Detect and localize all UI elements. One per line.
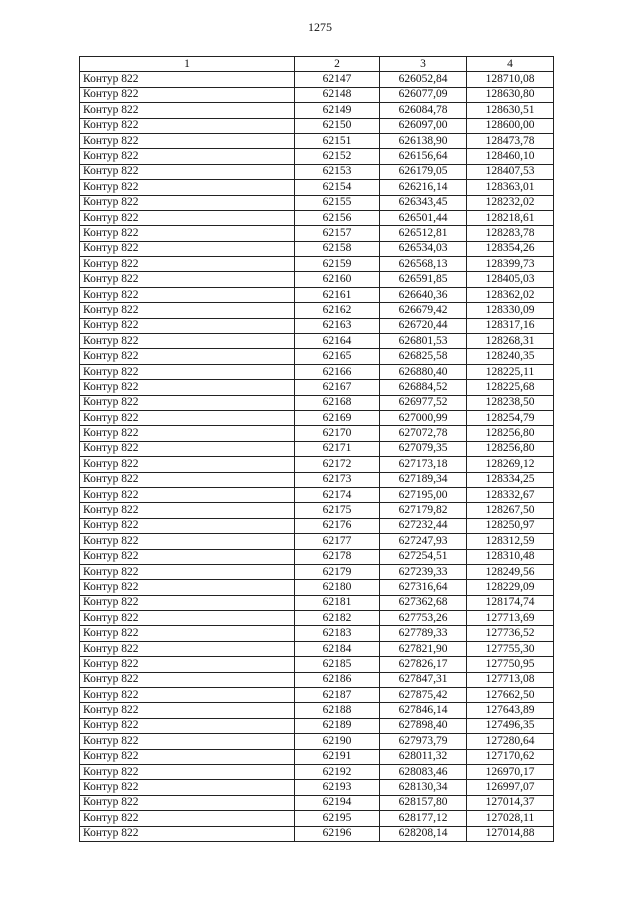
point-number-cell: 62185 — [295, 657, 380, 672]
x-coordinate-cell: 628177,12 — [380, 811, 467, 826]
y-coordinate-cell: 128240,35 — [467, 349, 554, 364]
y-coordinate-cell: 128249,56 — [467, 564, 554, 579]
table-header-row — [80, 57, 554, 72]
point-number-cell: 62150 — [295, 118, 380, 133]
contour-cell: Контур 822 — [80, 364, 295, 379]
point-number-cell: 62173 — [295, 472, 380, 487]
contour-cell: Контур 822 — [80, 611, 295, 626]
point-number-cell: 62159 — [295, 257, 380, 272]
table-row — [80, 318, 554, 333]
point-number-cell: 62181 — [295, 595, 380, 610]
x-coordinate-cell: 626884,52 — [380, 380, 467, 395]
contour-cell: Контур 822 — [80, 72, 295, 87]
contour-cell: Контур 822 — [80, 641, 295, 656]
x-coordinate-cell: 627973,79 — [380, 734, 467, 749]
contour-cell: Контур 822 — [80, 487, 295, 502]
table-row — [80, 334, 554, 349]
point-number-cell: 62196 — [295, 826, 380, 841]
point-number-cell: 62176 — [295, 518, 380, 533]
contour-cell: Контур 822 — [80, 472, 295, 487]
x-coordinate-cell: 628011,32 — [380, 749, 467, 764]
x-coordinate-cell: 627316,64 — [380, 580, 467, 595]
point-number-cell: 62167 — [295, 380, 380, 395]
y-coordinate-cell: 128229,09 — [467, 580, 554, 595]
contour-cell: Контур 822 — [80, 795, 295, 810]
table-row — [80, 534, 554, 549]
y-coordinate-cell: 127496,35 — [467, 718, 554, 733]
y-coordinate-cell: 128310,48 — [467, 549, 554, 564]
contour-cell: Контур 822 — [80, 318, 295, 333]
x-coordinate-cell: 627189,34 — [380, 472, 467, 487]
y-coordinate-cell: 127170,62 — [467, 749, 554, 764]
contour-cell: Контур 822 — [80, 180, 295, 195]
y-coordinate-cell: 128238,50 — [467, 395, 554, 410]
table-row — [80, 703, 554, 718]
x-coordinate-cell: 626052,84 — [380, 72, 467, 87]
point-number-cell: 62187 — [295, 688, 380, 703]
point-number-cell: 62156 — [295, 210, 380, 225]
y-coordinate-cell: 128254,79 — [467, 410, 554, 425]
column-header-4: 4 — [467, 57, 554, 72]
y-coordinate-cell: 128268,31 — [467, 334, 554, 349]
y-coordinate-cell: 128218,61 — [467, 210, 554, 225]
contour-cell: Контур 822 — [80, 441, 295, 456]
y-coordinate-cell: 127713,69 — [467, 611, 554, 626]
point-number-cell: 62162 — [295, 303, 380, 318]
x-coordinate-cell: 626801,53 — [380, 334, 467, 349]
contour-cell: Контур 822 — [80, 703, 295, 718]
contour-cell: Контур 822 — [80, 734, 295, 749]
point-number-cell: 62189 — [295, 718, 380, 733]
table-row — [80, 164, 554, 179]
table-row — [80, 795, 554, 810]
point-number-cell: 62147 — [295, 72, 380, 87]
x-coordinate-cell: 626568,13 — [380, 257, 467, 272]
table-row — [80, 487, 554, 502]
table-row — [80, 611, 554, 626]
x-coordinate-cell: 626084,78 — [380, 103, 467, 118]
table-row — [80, 210, 554, 225]
y-coordinate-cell: 128267,50 — [467, 503, 554, 518]
x-coordinate-cell: 626720,44 — [380, 318, 467, 333]
x-coordinate-cell: 627232,44 — [380, 518, 467, 533]
contour-cell: Контур 822 — [80, 287, 295, 302]
y-coordinate-cell: 128334,25 — [467, 472, 554, 487]
x-coordinate-cell: 627898,40 — [380, 718, 467, 733]
column-header-1: 1 — [80, 57, 295, 72]
table-row — [80, 595, 554, 610]
point-number-cell: 62188 — [295, 703, 380, 718]
x-coordinate-cell: 628208,14 — [380, 826, 467, 841]
point-number-cell: 62161 — [295, 287, 380, 302]
table-row — [80, 657, 554, 672]
contour-cell: Контур 822 — [80, 749, 295, 764]
x-coordinate-cell: 627000,99 — [380, 410, 467, 425]
y-coordinate-cell: 127750,95 — [467, 657, 554, 672]
point-number-cell: 62148 — [295, 87, 380, 102]
x-coordinate-cell: 626501,44 — [380, 210, 467, 225]
table-row — [80, 380, 554, 395]
x-coordinate-cell: 626591,85 — [380, 272, 467, 287]
point-number-cell: 62179 — [295, 564, 380, 579]
contour-cell: Контур 822 — [80, 226, 295, 241]
y-coordinate-cell: 128405,03 — [467, 272, 554, 287]
y-coordinate-cell: 128600,00 — [467, 118, 554, 133]
table-row — [80, 149, 554, 164]
point-number-cell: 62153 — [295, 164, 380, 179]
table-row — [80, 734, 554, 749]
table-row — [80, 410, 554, 425]
contour-cell: Контур 822 — [80, 195, 295, 210]
y-coordinate-cell: 127713,08 — [467, 672, 554, 687]
table-row — [80, 749, 554, 764]
table-row — [80, 241, 554, 256]
table-row — [80, 87, 554, 102]
table-row — [80, 287, 554, 302]
x-coordinate-cell: 627846,14 — [380, 703, 467, 718]
contour-cell: Контур 822 — [80, 210, 295, 225]
x-coordinate-cell: 626216,14 — [380, 180, 467, 195]
contour-cell: Контур 822 — [80, 303, 295, 318]
x-coordinate-cell: 627847,31 — [380, 672, 467, 687]
contour-cell: Контур 822 — [80, 503, 295, 518]
table-row — [80, 764, 554, 779]
point-number-cell: 62192 — [295, 764, 380, 779]
contour-cell: Контур 822 — [80, 334, 295, 349]
y-coordinate-cell: 127280,64 — [467, 734, 554, 749]
table-row — [80, 641, 554, 656]
point-number-cell: 62178 — [295, 549, 380, 564]
contour-cell: Контур 822 — [80, 149, 295, 164]
y-coordinate-cell: 128407,53 — [467, 164, 554, 179]
table-row — [80, 272, 554, 287]
x-coordinate-cell: 627179,82 — [380, 503, 467, 518]
contour-cell: Контур 822 — [80, 564, 295, 579]
contour-cell: Контур 822 — [80, 349, 295, 364]
y-coordinate-cell: 128283,78 — [467, 226, 554, 241]
contour-cell: Контур 822 — [80, 426, 295, 441]
table-row — [80, 518, 554, 533]
x-coordinate-cell: 626880,40 — [380, 364, 467, 379]
table-row — [80, 472, 554, 487]
contour-cell: Контур 822 — [80, 87, 295, 102]
point-number-cell: 62183 — [295, 626, 380, 641]
coordinates-table — [79, 56, 554, 842]
table-row — [80, 195, 554, 210]
table-row — [80, 672, 554, 687]
y-coordinate-cell: 126970,17 — [467, 764, 554, 779]
x-coordinate-cell: 626534,03 — [380, 241, 467, 256]
contour-cell: Контур 822 — [80, 595, 295, 610]
x-coordinate-cell: 627254,51 — [380, 549, 467, 564]
contour-cell: Контур 822 — [80, 534, 295, 549]
point-number-cell: 62149 — [295, 103, 380, 118]
x-coordinate-cell: 627875,42 — [380, 688, 467, 703]
x-coordinate-cell: 627239,33 — [380, 564, 467, 579]
column-header-2: 2 — [295, 57, 380, 72]
point-number-cell: 62152 — [295, 149, 380, 164]
contour-cell: Контур 822 — [80, 241, 295, 256]
y-coordinate-cell: 128473,78 — [467, 133, 554, 148]
point-number-cell: 62190 — [295, 734, 380, 749]
y-coordinate-cell: 127736,52 — [467, 626, 554, 641]
point-number-cell: 62158 — [295, 241, 380, 256]
point-number-cell: 62195 — [295, 811, 380, 826]
table-row — [80, 395, 554, 410]
x-coordinate-cell: 626825,58 — [380, 349, 467, 364]
contour-cell: Контур 822 — [80, 718, 295, 733]
point-number-cell: 62193 — [295, 780, 380, 795]
x-coordinate-cell: 628157,80 — [380, 795, 467, 810]
y-coordinate-cell: 128225,68 — [467, 380, 554, 395]
table-row — [80, 626, 554, 641]
y-coordinate-cell: 128363,01 — [467, 180, 554, 195]
table-row — [80, 426, 554, 441]
page-number: 1275 — [308, 20, 332, 34]
point-number-cell: 62151 — [295, 133, 380, 148]
contour-cell: Контур 822 — [80, 764, 295, 779]
table-row — [80, 688, 554, 703]
x-coordinate-cell: 628130,34 — [380, 780, 467, 795]
x-coordinate-cell: 627079,35 — [380, 441, 467, 456]
table-row — [80, 564, 554, 579]
x-coordinate-cell: 627362,68 — [380, 595, 467, 610]
y-coordinate-cell: 128269,12 — [467, 457, 554, 472]
contour-cell: Контур 822 — [80, 826, 295, 841]
y-coordinate-cell: 128710,08 — [467, 72, 554, 87]
point-number-cell: 62165 — [295, 349, 380, 364]
table-row — [80, 180, 554, 195]
contour-cell: Контур 822 — [80, 410, 295, 425]
y-coordinate-cell: 128330,09 — [467, 303, 554, 318]
point-number-cell: 62172 — [295, 457, 380, 472]
y-coordinate-cell: 127643,89 — [467, 703, 554, 718]
x-coordinate-cell: 627247,93 — [380, 534, 467, 549]
table-row — [80, 457, 554, 472]
x-coordinate-cell: 628083,46 — [380, 764, 467, 779]
x-coordinate-cell: 626512,81 — [380, 226, 467, 241]
contour-cell: Контур 822 — [80, 257, 295, 272]
table-row — [80, 72, 554, 87]
x-coordinate-cell: 626097,00 — [380, 118, 467, 133]
table-row — [80, 133, 554, 148]
x-coordinate-cell: 627173,18 — [380, 457, 467, 472]
y-coordinate-cell: 128399,73 — [467, 257, 554, 272]
x-coordinate-cell: 627821,90 — [380, 641, 467, 656]
table-row — [80, 257, 554, 272]
table-row — [80, 718, 554, 733]
contour-cell: Контур 822 — [80, 811, 295, 826]
point-number-cell: 62174 — [295, 487, 380, 502]
contour-cell: Контур 822 — [80, 657, 295, 672]
x-coordinate-cell: 626179,05 — [380, 164, 467, 179]
y-coordinate-cell: 128460,10 — [467, 149, 554, 164]
contour-cell: Контур 822 — [80, 626, 295, 641]
contour-cell: Контур 822 — [80, 780, 295, 795]
table-row — [80, 549, 554, 564]
table-row — [80, 226, 554, 241]
y-coordinate-cell: 127028,11 — [467, 811, 554, 826]
y-coordinate-cell: 127014,37 — [467, 795, 554, 810]
table-row — [80, 303, 554, 318]
point-number-cell: 62186 — [295, 672, 380, 687]
point-number-cell: 62175 — [295, 503, 380, 518]
x-coordinate-cell: 627789,33 — [380, 626, 467, 641]
table-row — [80, 780, 554, 795]
point-number-cell: 62169 — [295, 410, 380, 425]
table-body — [80, 72, 554, 842]
x-coordinate-cell: 626679,42 — [380, 303, 467, 318]
x-coordinate-cell: 626640,36 — [380, 287, 467, 302]
x-coordinate-cell: 627195,00 — [380, 487, 467, 502]
y-coordinate-cell: 128362,02 — [467, 287, 554, 302]
contour-cell: Контур 822 — [80, 118, 295, 133]
y-coordinate-cell: 127014,88 — [467, 826, 554, 841]
point-number-cell: 62180 — [295, 580, 380, 595]
contour-cell: Контур 822 — [80, 164, 295, 179]
y-coordinate-cell: 128312,59 — [467, 534, 554, 549]
x-coordinate-cell: 626977,52 — [380, 395, 467, 410]
point-number-cell: 62184 — [295, 641, 380, 656]
point-number-cell: 62154 — [295, 180, 380, 195]
table-row — [80, 349, 554, 364]
point-number-cell: 62171 — [295, 441, 380, 456]
contour-cell: Контур 822 — [80, 518, 295, 533]
contour-cell: Контур 822 — [80, 272, 295, 287]
point-number-cell: 62166 — [295, 364, 380, 379]
contour-cell: Контур 822 — [80, 672, 295, 687]
column-header-3: 3 — [380, 57, 467, 72]
contour-cell: Контур 822 — [80, 457, 295, 472]
x-coordinate-cell: 626077,09 — [380, 87, 467, 102]
point-number-cell: 62164 — [295, 334, 380, 349]
table-row — [80, 826, 554, 841]
point-number-cell: 62177 — [295, 534, 380, 549]
table-row — [80, 118, 554, 133]
x-coordinate-cell: 626138,90 — [380, 133, 467, 148]
x-coordinate-cell: 627826,17 — [380, 657, 467, 672]
y-coordinate-cell: 128225,11 — [467, 364, 554, 379]
point-number-cell: 62194 — [295, 795, 380, 810]
point-number-cell: 62157 — [295, 226, 380, 241]
table-row — [80, 364, 554, 379]
y-coordinate-cell: 128174,74 — [467, 595, 554, 610]
table-row — [80, 580, 554, 595]
point-number-cell: 62182 — [295, 611, 380, 626]
contour-cell: Контур 822 — [80, 380, 295, 395]
y-coordinate-cell: 128250,97 — [467, 518, 554, 533]
point-number-cell: 62168 — [295, 395, 380, 410]
y-coordinate-cell: 128256,80 — [467, 441, 554, 456]
y-coordinate-cell: 128630,51 — [467, 103, 554, 118]
x-coordinate-cell: 627072,78 — [380, 426, 467, 441]
contour-cell: Контур 822 — [80, 133, 295, 148]
y-coordinate-cell: 128317,16 — [467, 318, 554, 333]
table-row — [80, 503, 554, 518]
contour-cell: Контур 822 — [80, 549, 295, 564]
x-coordinate-cell: 626156,64 — [380, 149, 467, 164]
x-coordinate-cell: 627753,26 — [380, 611, 467, 626]
contour-cell: Контур 822 — [80, 395, 295, 410]
contour-cell: Контур 822 — [80, 688, 295, 703]
y-coordinate-cell: 126997,07 — [467, 780, 554, 795]
y-coordinate-cell: 128332,67 — [467, 487, 554, 502]
point-number-cell: 62170 — [295, 426, 380, 441]
table-row — [80, 103, 554, 118]
contour-cell: Контур 822 — [80, 103, 295, 118]
table-row — [80, 441, 554, 456]
contour-cell: Контур 822 — [80, 580, 295, 595]
point-number-cell: 62163 — [295, 318, 380, 333]
y-coordinate-cell: 128630,80 — [467, 87, 554, 102]
table-row — [80, 811, 554, 826]
x-coordinate-cell: 626343,45 — [380, 195, 467, 210]
y-coordinate-cell: 128232,02 — [467, 195, 554, 210]
point-number-cell: 62160 — [295, 272, 380, 287]
y-coordinate-cell: 127662,50 — [467, 688, 554, 703]
point-number-cell: 62191 — [295, 749, 380, 764]
point-number-cell: 62155 — [295, 195, 380, 210]
y-coordinate-cell: 128354,26 — [467, 241, 554, 256]
y-coordinate-cell: 127755,30 — [467, 641, 554, 656]
y-coordinate-cell: 128256,80 — [467, 426, 554, 441]
